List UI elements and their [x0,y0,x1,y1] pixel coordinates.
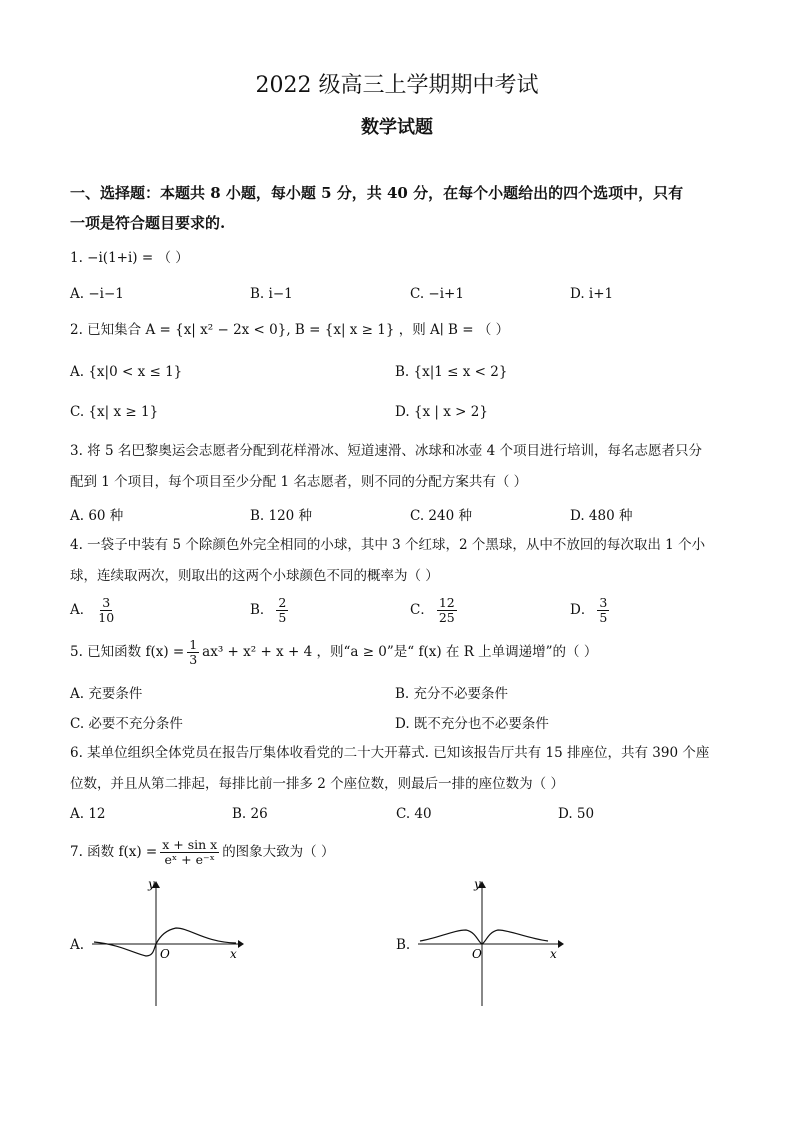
q7-a-axis-y: y [148,878,155,891]
q7-b-origin: O [472,947,482,961]
q5-stem: 5. 已知函数 f(x) = $\frac{1}{3}$ ax³ + x² + x + 4 ，则“a ≥ 0”是“ f(x) 在 R 上单调递增”的（ ） [70,637,598,667]
q7-b-axis-y: y [474,878,481,891]
q1-option-c: C. −i+1 [410,286,464,302]
q5-option-a: A. 充要条件 [70,686,143,702]
q4-stem-line2: 球，连续取两次，则取出的这两个小球颜色不同的概率为（ ） [70,568,439,584]
q2-stem: 2. 已知集合 A = {x| x² − 2x < 0}, B = {x| x ≥ 1} ，则 A∣ B = （ ） [70,322,510,338]
q2-option-c: C. {x| x ≥ 1} [70,404,159,420]
q4-stem-line1: 4. 一袋子中装有 5 个除颜色外完全相同的小球，其中 3 个红球，2 个黑球，从中不放回的每次取出 1 个小 [70,537,706,553]
q3-option-b: B. 120 种 [250,508,313,524]
q3-option-c: C. 240 种 [410,508,472,524]
q2-option-d: D. {x | x > 2} [395,404,488,420]
q4-option-a: A． $\frac{3}{10}$ [70,595,115,625]
q1-option-a: A. −i−1 [70,286,124,302]
q3-option-d: D. 480 种 [570,508,633,524]
q4-option-d: D． $\frac{3}{5}$ [570,595,608,625]
section-heading-line1: 一、选择题：本题共 8 小题，每小题 5 分，共 40 分，在每个小题给出的四个选项中，只有 [70,184,684,202]
q6-stem-line1: 6. 某单位组织全体党员在报告厅集体收看党的二十大开幕式. 已知该报告厅共有 15 排座位，共有 390 个座 [70,745,710,761]
q6-option-d: D. 50 [558,806,595,822]
q6-option-c: C. 40 [396,806,432,822]
page-title: 2022 级高三上学期期中考试 [255,73,539,98]
q7-a-axis-x: x [230,947,237,961]
page-subtitle: 数学试题 [361,117,433,138]
q7-graph-a [88,878,248,1008]
q6-option-b: B. 26 [232,806,268,822]
q7-a-origin: O [160,947,170,961]
q1-option-d: D. i+1 [570,286,614,302]
q7-option-a-label: A. [70,937,85,953]
q7-option-b-label: B. [396,937,411,953]
q7-stem: 7. 函数 f(x) = $\frac{\text{x + sin x}}{\text{eˣ + e⁻ˣ}}$ 的图象大致为（ ） [70,837,335,867]
q6-stem-line2: 位数，并且从第二排起，每排比前一排多 2 个座位数，则最后一排的座位数为（ ） [70,776,564,792]
q1-stem: 1. −i(1+i) = （ ） [70,250,189,266]
q3-option-a: A. 60 种 [70,508,124,524]
q3-stem-line1: 3. 将 5 名巴黎奥运会志愿者分配到花样滑冰、短道速滑、冰球和冰壶 4 个项目进行培训，每名志愿者只分 [70,443,703,459]
q6-option-a: A. 12 [70,806,106,822]
section-heading-line2: 一项是符合题目要求的. [70,214,226,232]
q3-stem-line2: 配到 1 个项目，每个项目至少分配 1 名志愿者，则不同的分配方案共有（ ） [70,474,528,490]
q2-option-b: B. {x|1 ≤ x < 2} [395,364,508,380]
q2-option-a: A. {x|0 < x ≤ 1} [70,364,183,380]
q5-option-b: B. 充分不必要条件 [395,686,509,702]
q4-option-b: B． $\frac{2}{5}$ [250,595,287,625]
q5-option-c: C. 必要不充分条件 [70,716,183,732]
q7-graph-b [414,878,574,1008]
q7-b-axis-x: x [550,947,557,961]
q1-option-b: B. i−1 [250,286,293,302]
q4-option-c: C． $\frac{12}{25}$ [410,595,455,625]
q5-option-d: D. 既不充分也不必要条件 [395,716,549,732]
